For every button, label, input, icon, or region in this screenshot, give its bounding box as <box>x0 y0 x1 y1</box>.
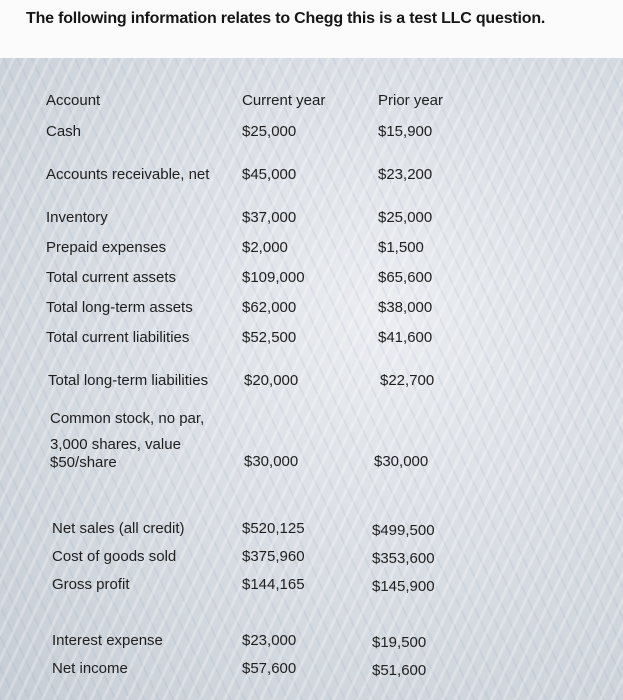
row-label-cash: Cash <box>46 123 82 140</box>
value-current-inventory: $37,000 <box>242 209 297 226</box>
row-label-prepaid-expenses: Prepaid expenses <box>46 239 167 256</box>
value-prior-total-current-assets: $65,600 <box>378 269 433 286</box>
value-current-cash: $25,000 <box>242 123 297 140</box>
value-prior-net-income: $51,600 <box>372 662 427 679</box>
value-prior-total-long-term-liabilities: $22,700 <box>380 372 435 389</box>
row-label-interest-expense: Interest expense <box>52 632 163 649</box>
row-label-total-long-term-assets: Total long-term assets <box>46 299 193 316</box>
value-prior-inventory: $25,000 <box>378 209 433 226</box>
value-current-cost-of-goods-sold: $375,960 <box>242 548 305 565</box>
value-prior-cost-of-goods-sold: $353,600 <box>372 550 435 567</box>
row-label-net-income: Net income <box>52 660 128 677</box>
value-prior-interest-expense: $19,500 <box>372 634 427 651</box>
value-current-net-sales: $520,125 <box>242 520 305 537</box>
value-prior-total-long-term-assets: $38,000 <box>378 299 433 316</box>
value-current-total-long-term-liabilities: $20,000 <box>244 372 299 389</box>
financial-data-photo <box>0 58 623 700</box>
value-current-gross-profit: $144,165 <box>242 576 305 593</box>
common-stock-label-line: 3,000 shares, value <box>50 436 181 453</box>
value-current-total-current-assets: $109,000 <box>242 269 305 286</box>
value-prior-accounts-receivable: $23,200 <box>378 166 433 183</box>
value-current-common-stock: $30,000 <box>244 453 299 470</box>
value-current-total-current-liabilities: $52,500 <box>242 329 297 346</box>
value-prior-net-sales: $499,500 <box>372 522 435 539</box>
row-label-total-long-term-liabilities: Total long-term liabilities <box>48 372 209 389</box>
value-prior-total-current-liabilities: $41,600 <box>378 329 433 346</box>
value-current-interest-expense: $23,000 <box>242 632 297 649</box>
row-label-common-stock <box>50 410 220 472</box>
value-prior-common-stock: $30,000 <box>374 453 429 470</box>
common-stock-label-line: $50/share <box>50 454 117 471</box>
value-current-prepaid-expenses: $2,000 <box>242 239 288 256</box>
column-header-current-year: Current year <box>242 92 326 109</box>
question-title: The following information relates to Chegg this is a test LLC question. <box>26 10 546 27</box>
value-current-net-income: $57,600 <box>242 660 297 677</box>
value-prior-gross-profit: $145,900 <box>372 578 435 595</box>
column-header-prior-year: Prior year <box>378 92 444 109</box>
value-current-accounts-receivable: $45,000 <box>242 166 297 183</box>
row-label-total-current-assets: Total current assets <box>46 269 177 286</box>
common-stock-label-line: Common stock, no par, <box>50 410 205 427</box>
row-label-total-current-liabilities: Total current liabilities <box>46 329 190 346</box>
row-label-gross-profit: Gross profit <box>52 576 130 593</box>
column-header-account: Account <box>46 92 101 109</box>
row-label-accounts-receivable: Accounts receivable, net <box>46 166 210 183</box>
value-prior-prepaid-expenses: $1,500 <box>378 239 424 256</box>
row-label-net-sales: Net sales (all credit) <box>52 520 185 537</box>
row-label-cost-of-goods-sold: Cost of goods sold <box>52 548 177 565</box>
row-label-inventory: Inventory <box>46 209 108 226</box>
question-header <box>0 0 623 58</box>
value-prior-cash: $15,900 <box>378 123 433 140</box>
value-current-total-long-term-assets: $62,000 <box>242 299 297 316</box>
